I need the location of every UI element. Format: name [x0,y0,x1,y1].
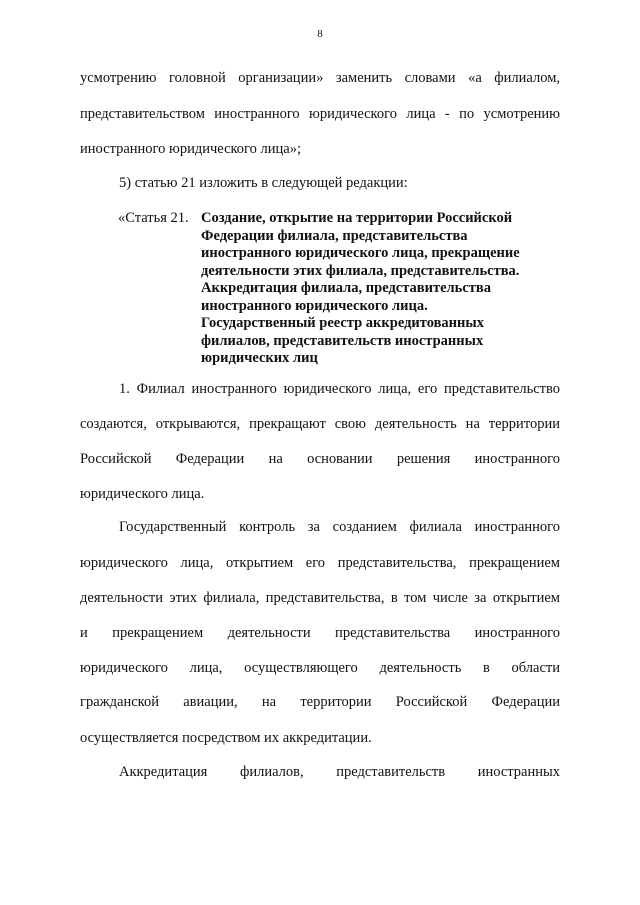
article-title-line: филиалов, представительств иностранных [201,332,484,349]
para2-line-7: осуществляется посредством их аккредитации. [80,730,372,746]
para1-line-2: создаются, открываются, прекращают свою деятельность на территории [80,416,560,432]
article-title [201,210,520,368]
article-title-line: деятельности этих филиала, представительства. [201,262,520,279]
para2-line-1: Государственный контроль за созданием филиала иностранного [119,519,560,535]
para2-line-4: и прекращением деятельности представительства иностранного [80,625,560,641]
intro-line-1: усмотрению головной организации» заменить словами «а филиалом, [80,70,560,86]
para1-line-1: 1. Филиал иностранного юридического лица, его представительство [119,381,560,397]
para3-line-1: Аккредитация филиалов, представительств иностранных [119,764,560,780]
page-number: 8 [317,28,323,40]
article-title-line: иностранного юридического лица, прекращение [201,245,520,261]
article-title-line: Аккредитация филиала, представительства [201,280,491,296]
intro-line-2: представительством иностранного юридического лица - по усмотрению [80,106,560,122]
article-title-line: Государственный реестр аккредитованных [201,315,484,331]
para2-line-5: юридического лица, осуществляющего деятельность в области [80,660,560,676]
para2-line-2: юридического лица, открытием его представительства, прекращением [80,555,560,571]
article-title-line: Федерации филиала, представительства [201,227,468,244]
article-title-line: Создание, открытие на территории Российской [201,210,513,226]
para1-line-4: юридического лица. [80,486,205,502]
intro-line-3: иностранного юридического лица»; [80,141,301,157]
item-5: 5) статью 21 изложить в следующей редакции: [119,175,408,191]
article-prefix: «Статья 21. [118,210,189,226]
article-title-line: иностранного юридического лица. [201,297,428,314]
article-title-line: юридических лиц [201,350,318,366]
para1-line-3: Российской Федерации на основании решения иностранного [80,451,560,467]
para2-line-3: деятельности этих филиала, представительства, в том числе за открытием [80,590,560,606]
para2-line-6: гражданской авиации, на территории Российской Федерации [80,694,560,710]
